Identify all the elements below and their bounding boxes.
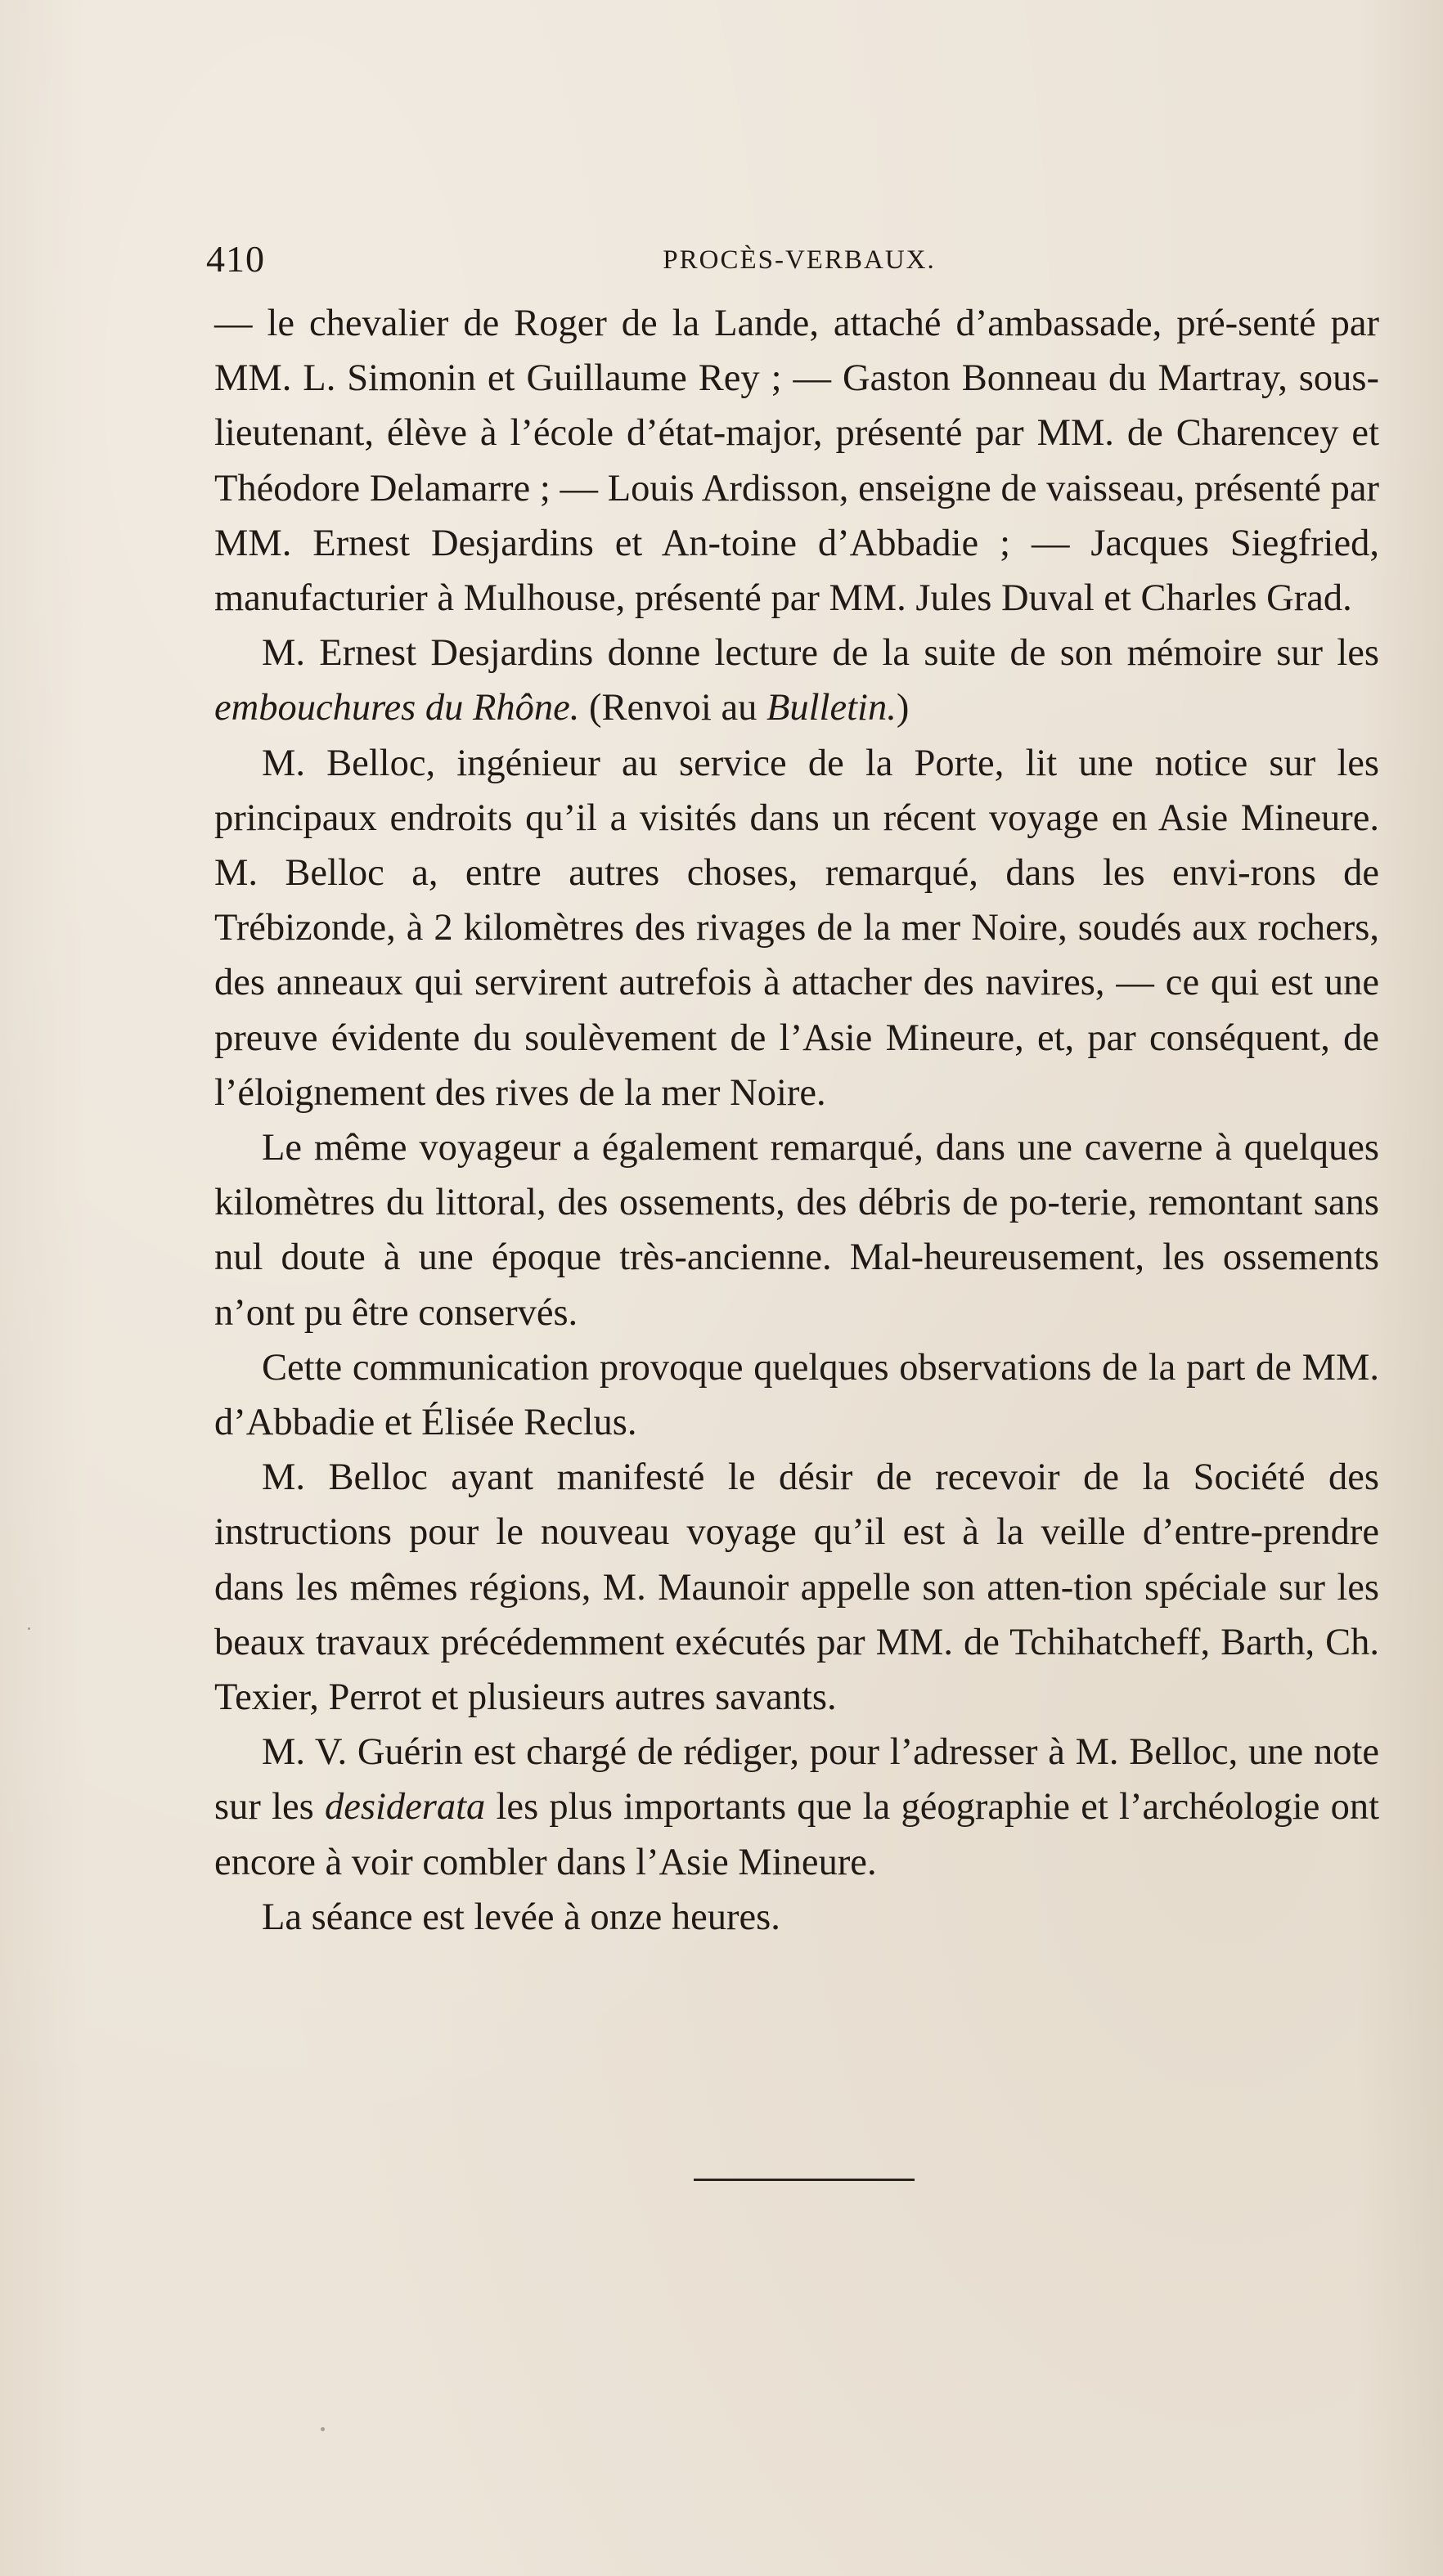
paragraph-new-members: — le chevalier de Roger de la Lande, attaché d’ambassade, pré-senté par MM. L. Simonin et Guillaume Rey ; — Gaston Bonneau du Martray, sous-lieutenant, élève à l’école d’état-major, présenté par MM. de Charencey et Théodore Delamarre ; — Louis Ardisson, enseigne de vaisseau, présenté par MM. Ernest Desjardins et An-toine d’Abbadie ; — Jacques Siegfried, manufacturier à Mulhouse, présenté par MM. Jules Duval et Charles Grad.: [214, 303, 1379, 620]
section-end-rule: [694, 2179, 915, 2181]
running-title: PROCÈS-VERBAUX.: [663, 245, 936, 275]
paper-speck: [321, 2427, 325, 2431]
italic-title-bulletin: Bulletin.: [766, 687, 897, 729]
paragraph-desjardins-memoir: [214, 626, 1379, 735]
text-span: les plus importants que la géographie et l’archéologie ont encore à voir combler dans l’Asie Mineure.: [214, 1786, 1379, 1883]
paragraph-belloc-notice: M. Belloc, ingénieur au service de la Porte, lit une notice sur les principaux endroits qu’il a visités dans un récent voyage en Asie Mineure. M. Belloc a, entre autres choses, remarqué, dans les envi-rons de Trébizonde, à 2 kilomètres des rivages de la mer Noire, soudés aux rochers, des anneaux qui servirent autrefois à attacher des navires, — ce qui est une preuve évidente du soulèvement de l’Asie Mineure, et, par conséquent, de l’éloignement des rives de la mer Noire.: [214, 742, 1379, 1114]
italic-desiderata: desiderata: [324, 1786, 486, 1829]
text-span: M. V. Guérin est chargé de rédiger, pour l’adresser à M. Belloc, une note sur les: [214, 1731, 1379, 1829]
paragraph-guerin-note: [214, 1725, 1379, 1890]
paragraph-observations: Cette communication provoque quelques observations de la part de MM. d’Abbadie et Élisée Reclus.: [214, 1346, 1379, 1444]
text-span: (Renvoi au: [579, 687, 766, 729]
paragraph-closing: La séance est levée à onze heures.: [262, 1896, 780, 1938]
paragraph-instructions: M. Belloc ayant manifesté le désir de recevoir de la Société des instructions pour le nouveau voyage qu’il est à la veille d’entre-prendre dans les mêmes régions, M. Maunoir appelle son atten-tion spéciale sur les beaux travaux précédemment exécutés par MM. de Tchihatcheff, Barth, Ch. Texier, Perrot et plusieurs autres savants.: [214, 1456, 1379, 1719]
italic-title-embouchures: embouchures du Rhône.: [214, 687, 580, 729]
text-span: M. Ernest Desjardins donne lecture de la suite de son mémoire sur les: [262, 632, 1379, 675]
paragraph-cave-findings: Le même voyageur a également remarqué, dans une caverne à quelques kilomètres du littoral, des ossements, des débris de po-terie, remontant sans nul doute à une époque très-ancienne. Mal-heureusement, les ossements n’ont pu être conservés.: [214, 1127, 1379, 1334]
body-text: [214, 296, 1379, 1945]
page-number: 410: [206, 238, 265, 280]
running-head: [206, 239, 1379, 280]
text-span: ): [896, 687, 910, 729]
paper-speck: [28, 1627, 30, 1630]
